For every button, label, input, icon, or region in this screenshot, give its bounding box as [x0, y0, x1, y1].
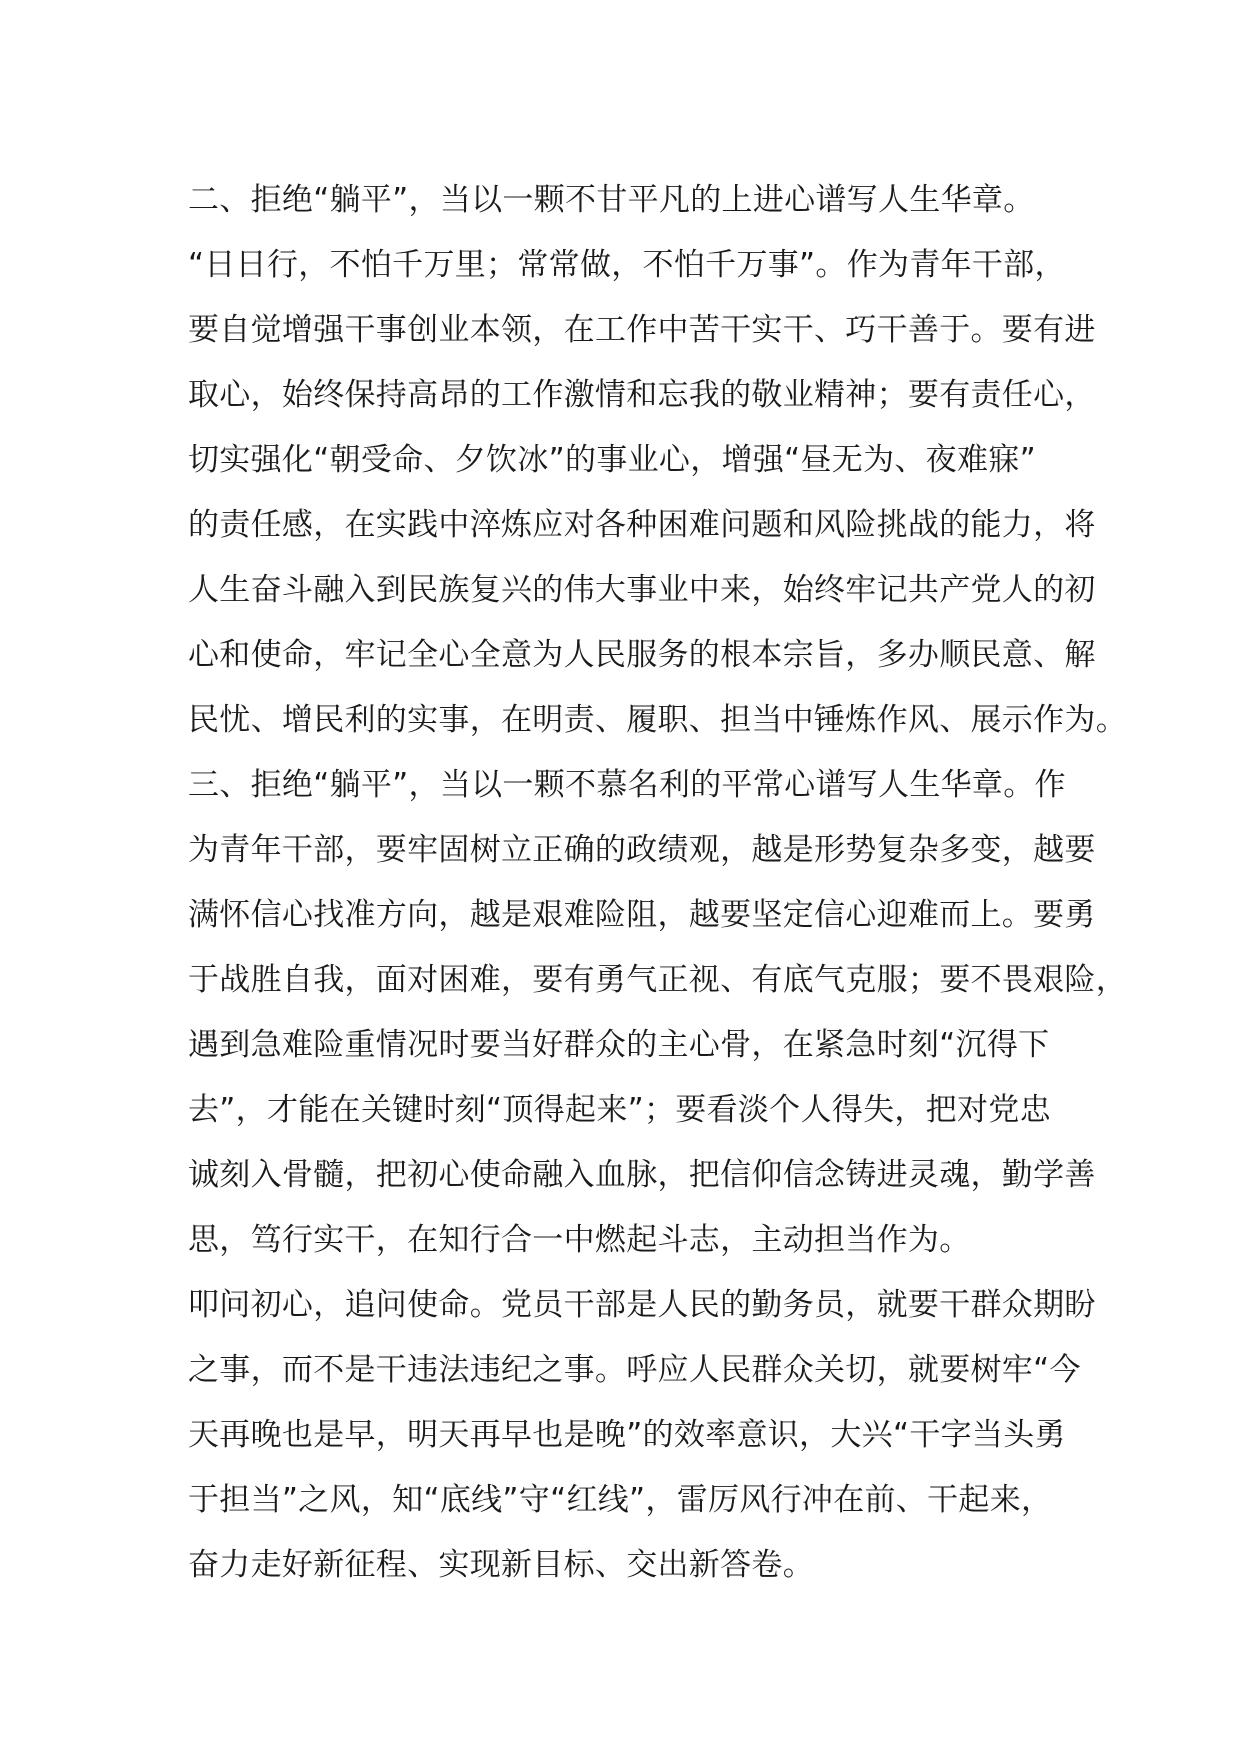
text-line: 心和使命，牢记全心全意为人民服务的根本宗旨，多办顺民意、解	[188, 637, 1096, 673]
text-line: 天再晚也是早，明天再早也是晚”的效率意识，大兴“干字当头勇	[188, 1417, 1066, 1453]
text-line: 要自觉增强干事创业本领，在工作中苦干实干、巧干善于。要有进	[188, 312, 1096, 348]
text-line: 之事，而不是干违法违纪之事。呼应人民群众关切，就要树牢“今	[188, 1352, 1081, 1388]
text-line: 于担当”之风，知“底线”守“红线”，雷厉风行冲在前、干起来，	[188, 1482, 1053, 1518]
text-line: 奋力走好新征程、实现新目标、交出新答卷。	[188, 1547, 814, 1583]
text-line: 于战胜自我，面对困难，要有勇气正视、有底气克服；要不畏艰险，	[188, 962, 1127, 998]
text-line: “日日行，不怕千万里；常常做，不怕千万事”。作为青年干部，	[188, 247, 1066, 283]
text-line: 民忧、增民利的实事，在明责、履职、担当中锤炼作风、展示作为。	[188, 702, 1127, 738]
text-line: 思，笃行实干，在知行合一中燃起斗志，主动担当作为。	[188, 1222, 971, 1258]
body-text	[188, 168, 1127, 1598]
text-line: 为青年干部，要牢固树立正确的政绩观，越是形势复杂多变，越要	[188, 832, 1096, 868]
text-line: 的责任感，在实践中淬炼应对各种困难问题和风险挑战的能力，将	[188, 507, 1096, 543]
text-line: 诚刻入骨髓，把初心使命融入血脉，把信仰信念铸进灵魂，勤学善	[188, 1157, 1096, 1193]
text-line: 二、拒绝“躺平”，当以一颗不甘平凡的上进心谱写人生华章。	[188, 182, 1035, 218]
text-line: 切实强化“朝受命、夕饮冰”的事业心，增强“昼无为、夜难寐”	[188, 442, 1036, 478]
text-line: 遇到急难险重情况时要当好群众的主心骨，在紧急时刻“沉得下	[188, 1027, 1050, 1063]
text-line: 满怀信心找准方向，越是艰难险阻，越要坚定信心迎难而上。要勇	[188, 897, 1096, 933]
text-line: 人生奋斗融入到民族复兴的伟大事业中来，始终牢记共产党人的初	[188, 572, 1096, 608]
text-line: 取心，始终保持高昂的工作激情和忘我的敬业精神；要有责任心，	[188, 377, 1096, 413]
text-line: 去”，才能在关键时刻“顶得起来”；要看淡个人得失，把对党忠	[188, 1092, 1051, 1128]
text-line: 叩问初心，追问使命。党员干部是人民的勤务员，就要干群众期盼	[188, 1287, 1096, 1323]
text-line: 三、拒绝“躺平”，当以一颗不慕名利的平常心谱写人生华章。作	[188, 767, 1066, 803]
